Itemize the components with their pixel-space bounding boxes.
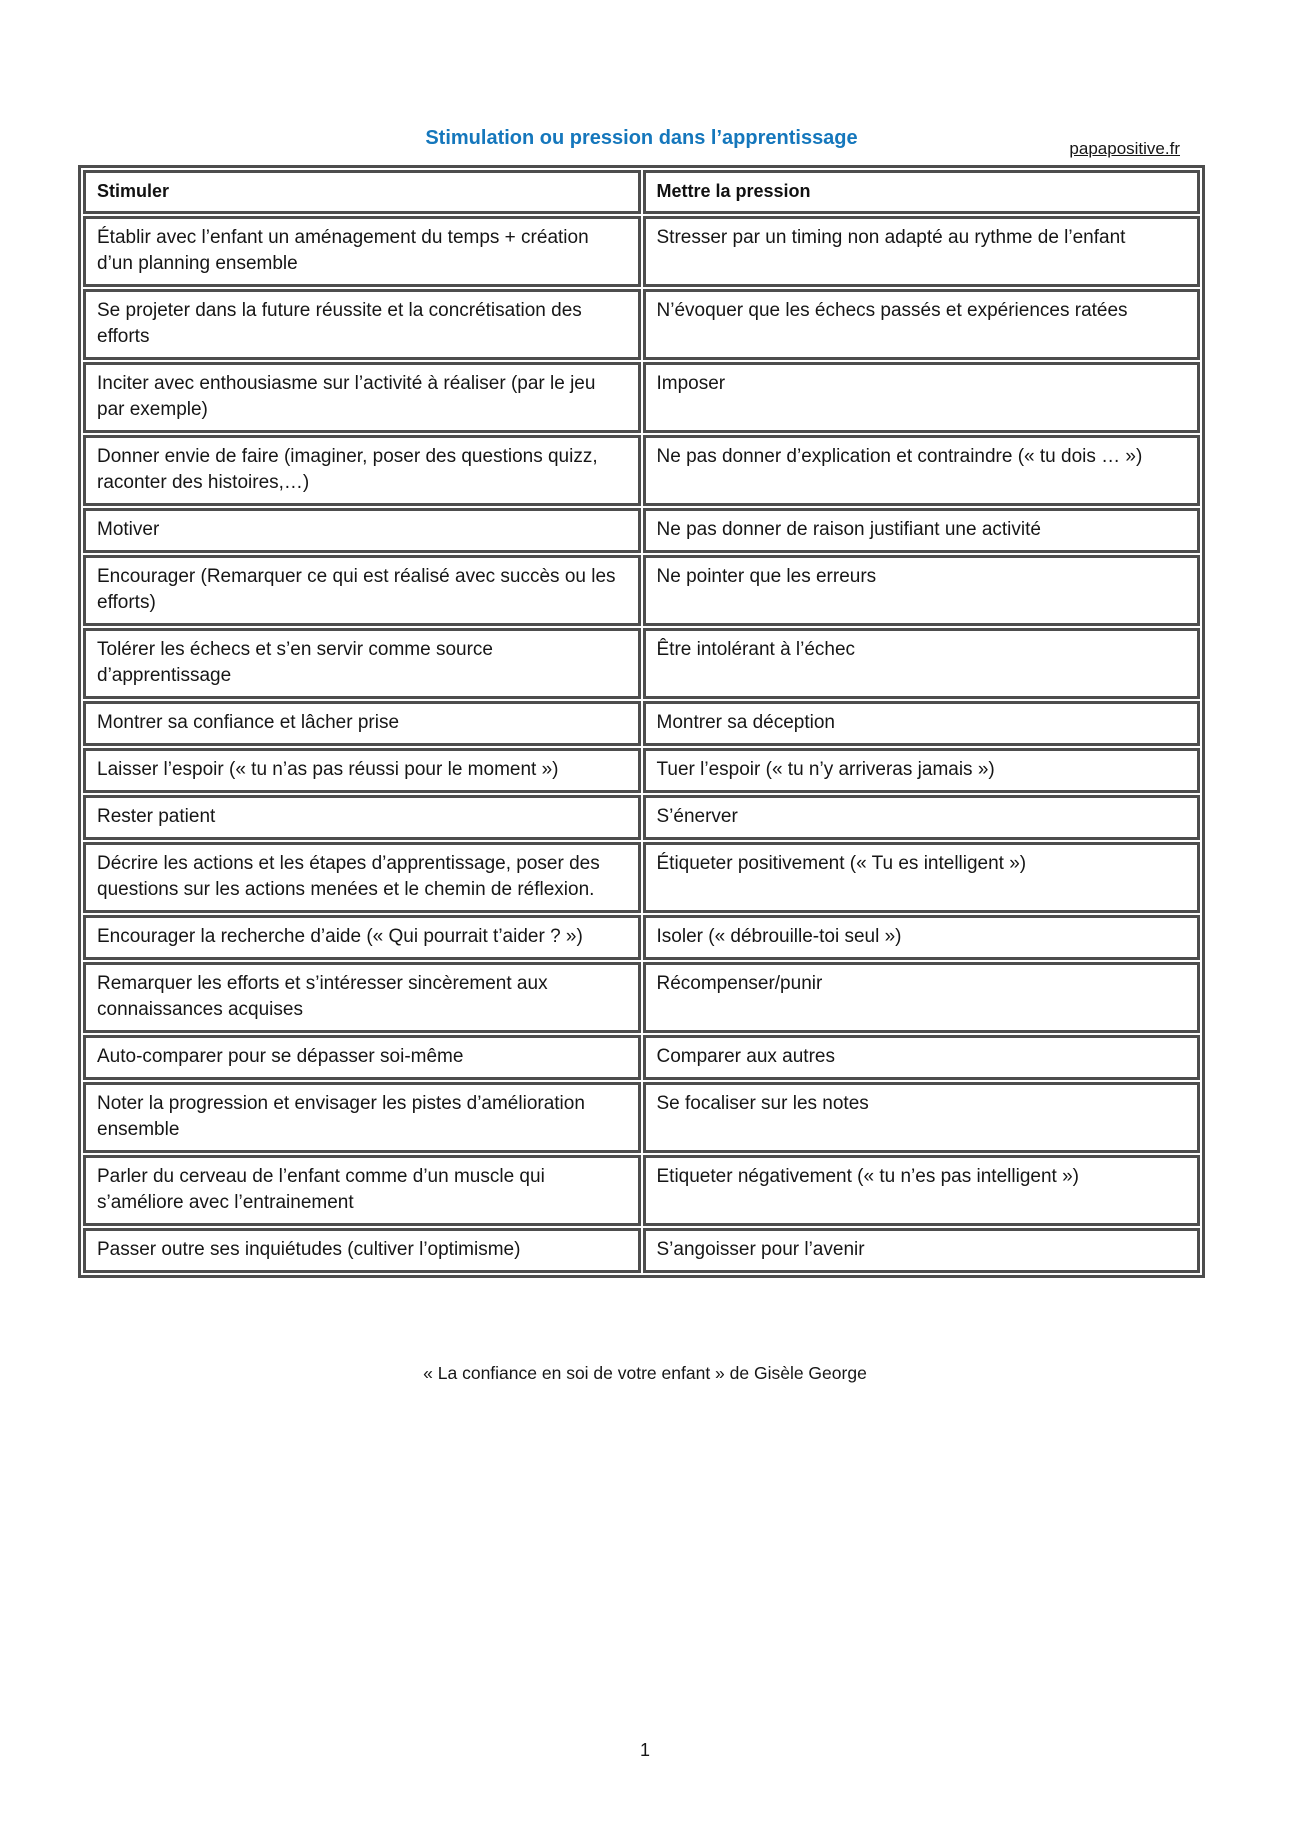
cell-pression: Isoler (« débrouille-toi seul ») [643, 915, 1201, 960]
cell-pression: Etiqueter négativement (« tu n’es pas intelligent ») [643, 1155, 1201, 1226]
cell-stimuler: Rester patient [83, 795, 641, 840]
cell-pression: Montrer sa déception [643, 701, 1201, 746]
table-row [83, 216, 1200, 287]
cell-stimuler: Noter la progression et envisager les pistes d’amélioration ensemble [83, 1082, 641, 1153]
cell-stimuler: Motiver [83, 508, 641, 553]
cell-pression: Se focaliser sur les notes [643, 1082, 1201, 1153]
table-row [83, 508, 1200, 553]
table-row [83, 362, 1200, 433]
table-row [83, 795, 1200, 840]
table-row [83, 962, 1200, 1033]
page-title: Stimulation ou pression dans l’apprentissage [425, 127, 858, 149]
page-number: 1 [639, 1740, 650, 1760]
cell-pression: Comparer aux autres [643, 1035, 1201, 1080]
cell-stimuler: Auto-comparer pour se dépasser soi-même [83, 1035, 641, 1080]
cell-pression: Stresser par un timing non adapté au rythme de l’enfant [643, 216, 1201, 287]
cell-stimuler: Passer outre ses inquiétudes (cultiver l’optimisme) [83, 1228, 641, 1273]
cell-stimuler: Laisser l’espoir (« tu n’as pas réussi pour le moment ») [83, 748, 641, 793]
cell-stimuler: Parler du cerveau de l’enfant comme d’un muscle qui s’améliore avec l’entrainement [83, 1155, 641, 1226]
cell-pression: Étiqueter positivement (« Tu es intelligent ») [643, 842, 1201, 913]
table-row [83, 628, 1200, 699]
cell-pression: N’évoquer que les échecs passés et expériences ratées [643, 289, 1201, 360]
column-header-stimuler: Stimuler [83, 170, 641, 214]
cell-pression: Récompenser/punir [643, 962, 1201, 1033]
cell-stimuler: Se projeter dans la future réussite et la concrétisation des efforts [83, 289, 641, 360]
cell-stimuler: Encourager (Remarquer ce qui est réalisé avec succès ou les efforts) [83, 555, 641, 626]
table-row [83, 555, 1200, 626]
table-row [83, 289, 1200, 360]
table-row [83, 842, 1200, 913]
book-citation: « La confiance en soi de votre enfant » de Gisèle George [423, 1363, 867, 1383]
cell-pression: Ne pas donner de raison justifiant une activité [643, 508, 1201, 553]
cell-pression: S’énerver [643, 795, 1201, 840]
papapositive-link[interactable]: papapositive.fr [1069, 139, 1180, 158]
table-row [83, 1228, 1200, 1273]
cell-stimuler: Inciter avec enthousiasme sur l’activité à réaliser (par le jeu par exemple) [83, 362, 641, 433]
table-row [83, 1155, 1200, 1226]
column-header-pression: Mettre la pression [643, 170, 1201, 214]
table-row [83, 701, 1200, 746]
header-row [83, 170, 1200, 214]
cell-stimuler: Établir avec l’enfant un aménagement du temps + création d’un planning ensemble [83, 216, 641, 287]
cell-pression: Ne pas donner d’explication et contraindre (« tu dois … ») [643, 435, 1201, 506]
table-row [83, 748, 1200, 793]
cell-stimuler: Remarquer les efforts et s’intéresser sincèrement aux connaissances acquises [83, 962, 641, 1033]
table-row [83, 1035, 1200, 1080]
table-row [83, 915, 1200, 960]
cell-stimuler: Encourager la recherche d’aide (« Qui pourrait t’aider ? ») [83, 915, 641, 960]
comparison-table [78, 165, 1205, 1278]
cell-stimuler: Décrire les actions et les étapes d’apprentissage, poser des questions sur les actions menées et le chemin de réflexion. [83, 842, 641, 913]
cell-pression: Tuer l’espoir (« tu n’y arriveras jamais ») [643, 748, 1201, 793]
table-row [83, 435, 1200, 506]
cell-pression: Ne pointer que les erreurs [643, 555, 1201, 626]
cell-stimuler: Tolérer les échecs et s’en servir comme source d’apprentissage [83, 628, 641, 699]
cell-pression: Être intolérant à l’échec [643, 628, 1201, 699]
table-row [83, 1082, 1200, 1153]
cell-stimuler: Donner envie de faire (imaginer, poser des questions quizz, raconter des histoires,…) [83, 435, 641, 506]
cell-stimuler: Montrer sa confiance et lâcher prise [83, 701, 641, 746]
cell-pression: S’angoisser pour l’avenir [643, 1228, 1201, 1273]
cell-pression: Imposer [643, 362, 1201, 433]
